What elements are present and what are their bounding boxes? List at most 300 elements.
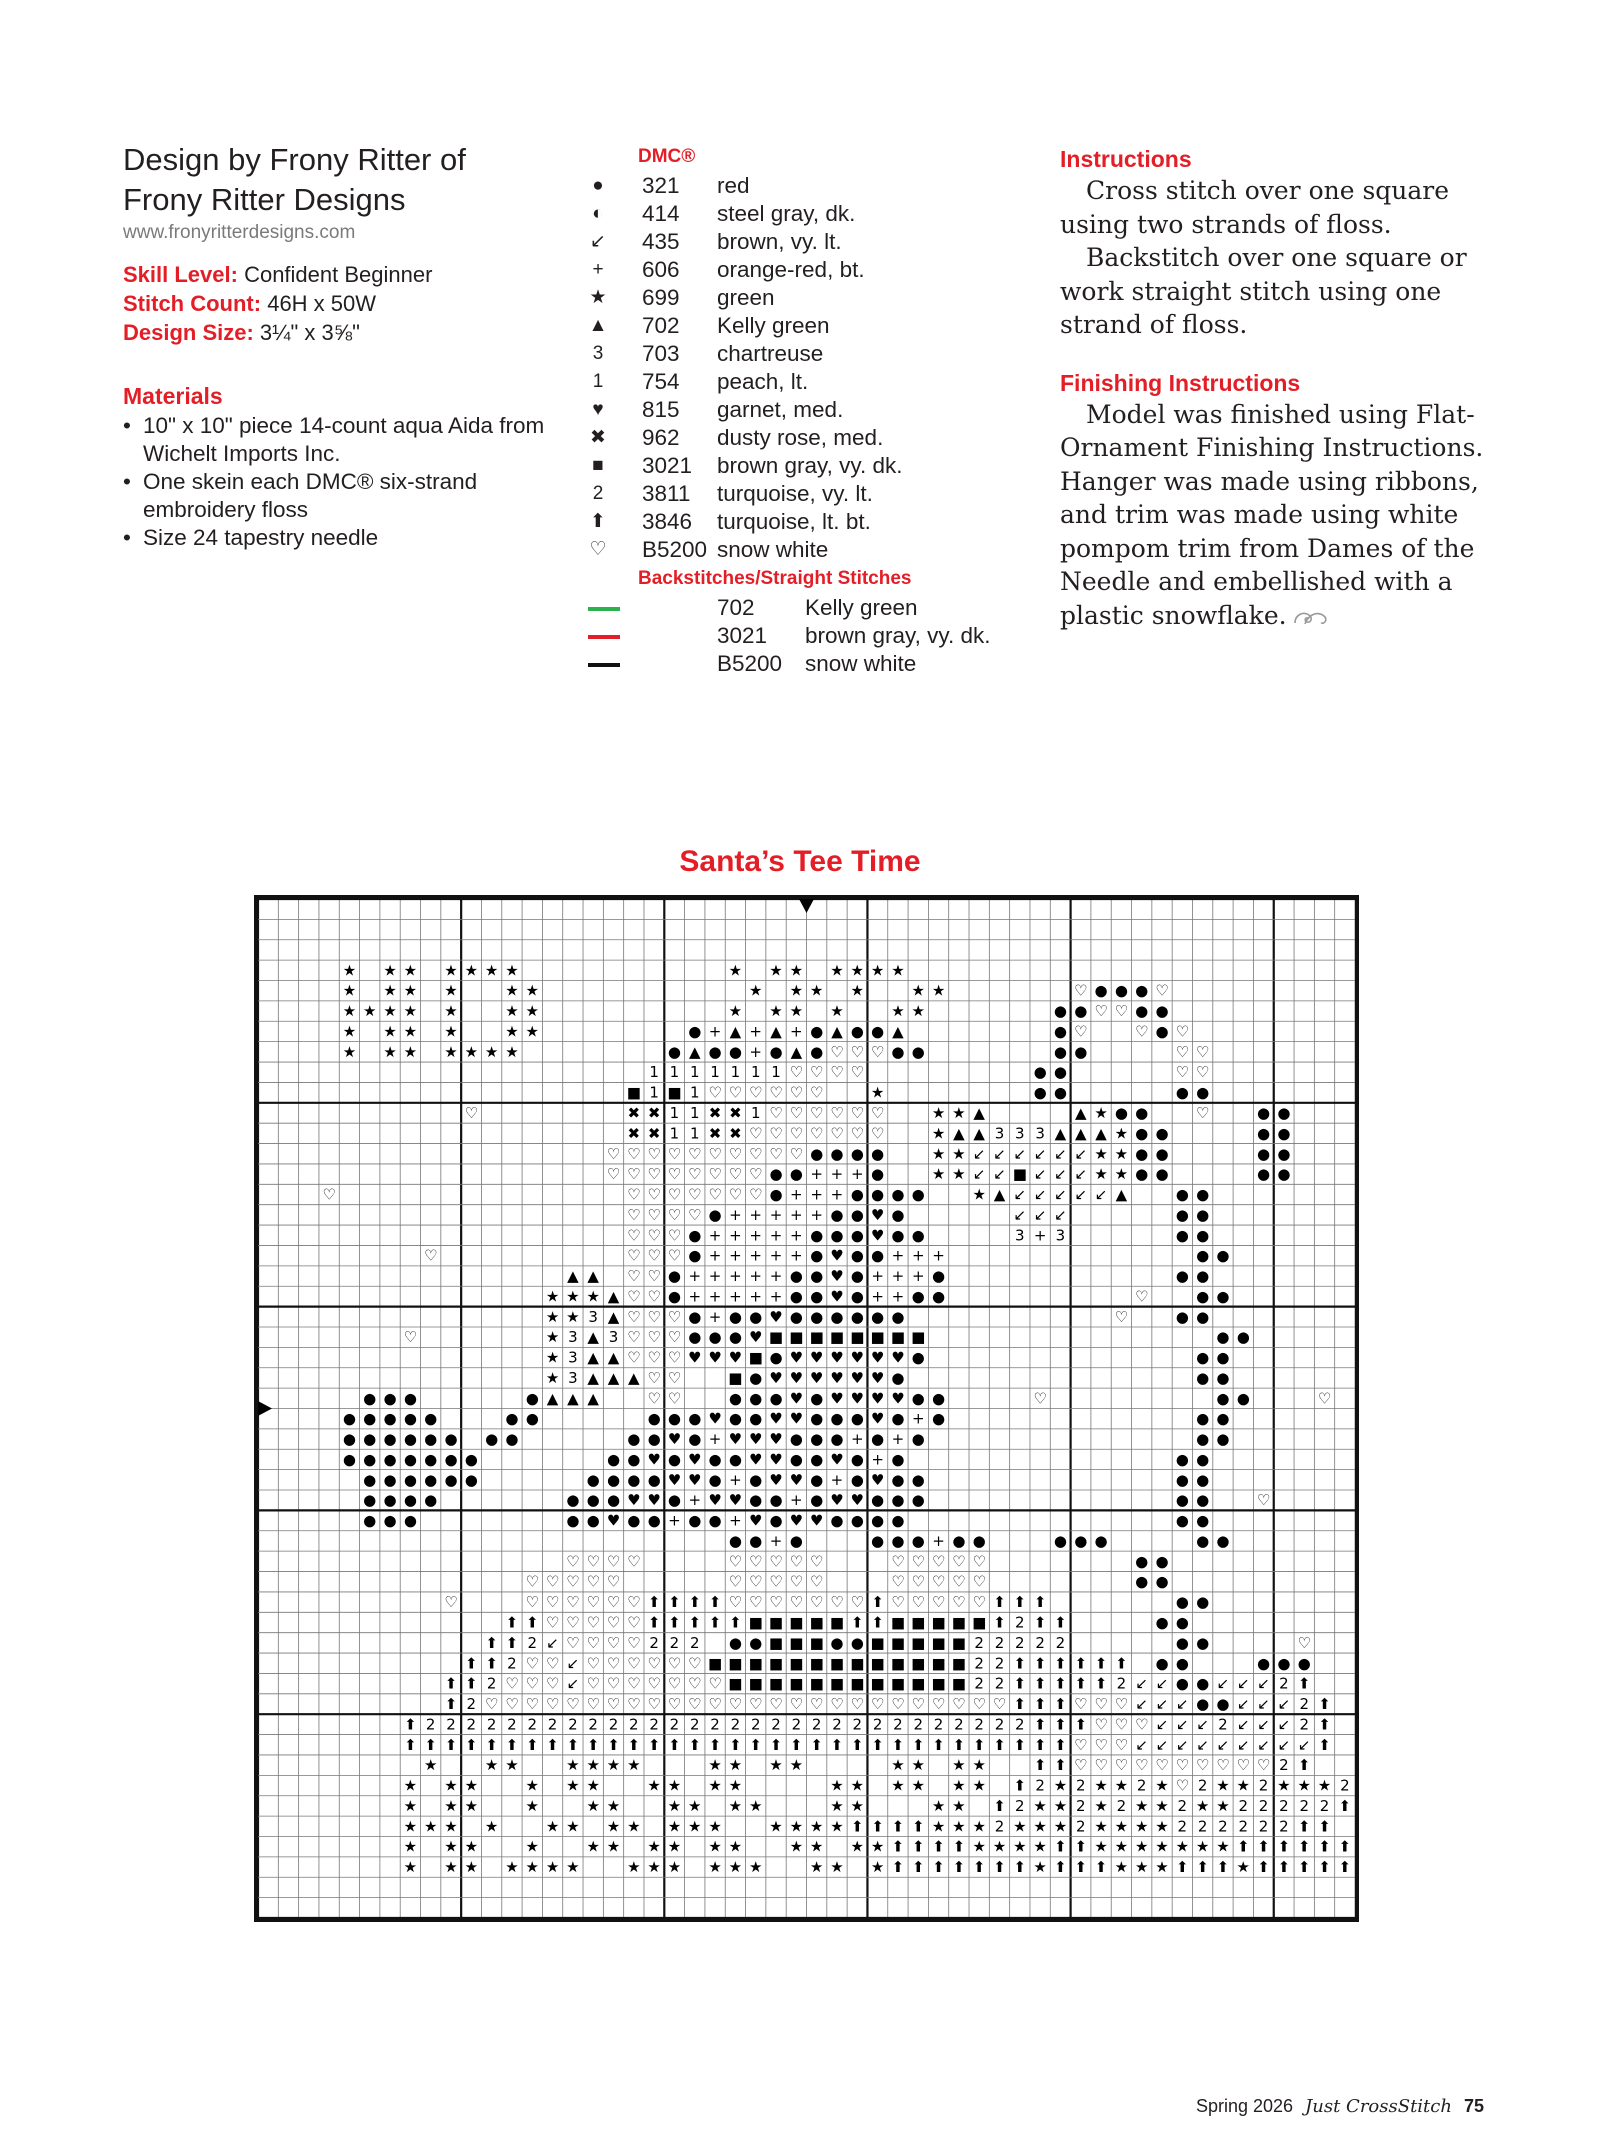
stitch-symbol: ♥ bbox=[769, 1430, 783, 1449]
stitch-symbol: ● bbox=[667, 1042, 682, 1061]
stitch-symbol: ♡ bbox=[627, 1593, 641, 1612]
stitch-symbol: + bbox=[810, 1165, 823, 1184]
stitch-symbol: ▲ bbox=[1095, 1124, 1107, 1143]
stitch-symbol: ● bbox=[1175, 1511, 1189, 1530]
stitch-symbol: ● bbox=[403, 1470, 417, 1489]
key-floss-number: 703 bbox=[642, 341, 680, 366]
stitch-symbol: ● bbox=[688, 1226, 702, 1245]
stitch-symbol: ♡ bbox=[525, 1695, 539, 1714]
stitch-symbol: ★ bbox=[830, 1796, 844, 1815]
key-row bbox=[580, 256, 1050, 284]
stitch-symbol: ● bbox=[363, 1470, 377, 1489]
stitch-symbol: ★ bbox=[444, 1837, 458, 1856]
stitch-symbol: ● bbox=[810, 1042, 824, 1061]
stitch-symbol: ♥ bbox=[789, 1470, 804, 1489]
stitch-symbol: ♥ bbox=[728, 1348, 743, 1367]
stitch-symbol: ★ bbox=[1053, 1796, 1068, 1815]
stitch-symbol: 2 bbox=[1116, 1796, 1127, 1815]
stitch-symbol: ♡ bbox=[830, 1063, 844, 1082]
stitch-symbol: ● bbox=[1175, 1226, 1189, 1245]
stitch-symbol: ★ bbox=[464, 1796, 479, 1815]
stitch-symbol: + bbox=[769, 1226, 783, 1245]
stitch-symbol: ♥ bbox=[769, 1368, 783, 1387]
stitch-symbol: ● bbox=[667, 1450, 682, 1469]
stitch-symbol: 2 bbox=[913, 1715, 924, 1734]
stitch-symbol: ♥ bbox=[830, 1368, 844, 1387]
stitch-symbol: 2 bbox=[1258, 1796, 1269, 1815]
stitch-symbol: ● bbox=[1196, 1083, 1210, 1102]
stitch-symbol: 2 bbox=[608, 1715, 619, 1734]
stitch-symbol: ★ bbox=[423, 1817, 438, 1836]
stitch-symbol: + bbox=[749, 1226, 763, 1245]
stitch-symbol: ★ bbox=[1216, 1776, 1230, 1795]
key-symbol: 1 bbox=[592, 371, 604, 392]
stitch-symbol: ♡ bbox=[789, 1063, 804, 1082]
stitch-symbol: + bbox=[932, 1531, 945, 1550]
stitch-symbol: ⬆ bbox=[993, 1796, 1006, 1815]
stitch-symbol: ● bbox=[688, 1511, 702, 1530]
stitch-symbol: ■ bbox=[1012, 1165, 1027, 1184]
stitch-symbol: ♥ bbox=[748, 1430, 763, 1449]
stitch-symbol: ⬆ bbox=[1257, 1858, 1270, 1877]
stitch-symbol: ● bbox=[1074, 1531, 1088, 1550]
stitch-symbol: ★ bbox=[545, 1817, 560, 1836]
stitch-symbol: ↙ bbox=[1033, 1144, 1047, 1163]
stitch-symbol: + bbox=[769, 1205, 783, 1224]
stitch-symbol: ♡ bbox=[1094, 1735, 1108, 1754]
stitch-symbol: ♡ bbox=[647, 1205, 661, 1224]
stitch-symbol: ★ bbox=[708, 1858, 722, 1877]
stitch-symbol: 2 bbox=[527, 1633, 538, 1652]
stitch-symbol: ★ bbox=[850, 961, 865, 980]
page-number: 75 bbox=[1463, 2096, 1484, 2116]
stitch-symbol: ● bbox=[708, 1450, 722, 1469]
stitch-symbol: ♡ bbox=[809, 1593, 824, 1612]
stitch-symbol: ★ bbox=[566, 1307, 580, 1326]
stitch-symbol: ★ bbox=[789, 961, 804, 980]
stitch-symbol: 2 bbox=[1218, 1715, 1228, 1734]
stitch-symbol: 2 bbox=[872, 1715, 883, 1734]
stitch-symbol: ♡ bbox=[586, 1695, 600, 1714]
stitch-symbol: + bbox=[708, 1246, 722, 1265]
stitch-symbol: ♡ bbox=[789, 1593, 804, 1612]
stitch-symbol: + bbox=[891, 1267, 905, 1286]
materials-heading: Materials bbox=[123, 383, 223, 409]
stitch-symbol: ● bbox=[1155, 1613, 1169, 1632]
stitch-symbol: ⬆ bbox=[729, 1613, 742, 1632]
stitch-symbol: ♡ bbox=[606, 1654, 621, 1673]
stitch-symbol: ▲ bbox=[1074, 1124, 1087, 1143]
stitch-symbol: ⬆ bbox=[1094, 1858, 1108, 1877]
stitch-symbol: 2 bbox=[974, 1633, 984, 1652]
stitch-symbol: ▲ bbox=[1054, 1124, 1067, 1143]
stitch-symbol: ★ bbox=[423, 1756, 438, 1775]
stitch-symbol: 2 bbox=[527, 1715, 538, 1734]
stitch-symbol: ⬆ bbox=[850, 1817, 864, 1836]
stitch-symbol: ♥ bbox=[606, 1511, 621, 1530]
stitch-symbol: ♥ bbox=[647, 1491, 661, 1510]
stitch-symbol: ★ bbox=[1033, 1837, 1047, 1856]
stitch-symbol: 2 bbox=[547, 1715, 558, 1734]
stitch-symbol: ↙ bbox=[1277, 1735, 1291, 1754]
stitch-symbol: ● bbox=[1216, 1409, 1230, 1428]
stitch-symbol: ⬆ bbox=[1074, 1837, 1088, 1856]
stitch-symbol: ● bbox=[383, 1470, 397, 1489]
stitch-symbol: ▲ bbox=[892, 1022, 904, 1041]
stitch-symbol: ♡ bbox=[809, 1552, 824, 1571]
stitch-symbol: ★ bbox=[1114, 1124, 1129, 1143]
stitch-symbol: ● bbox=[728, 1633, 742, 1652]
stitch-symbol: ● bbox=[1196, 1185, 1210, 1204]
stitch-symbol: ★ bbox=[627, 1858, 641, 1877]
stitch-symbol: ★ bbox=[728, 1858, 743, 1877]
stitch-symbol: ● bbox=[1196, 1430, 1210, 1449]
stitch-symbol: ★ bbox=[708, 1756, 722, 1775]
stitch-symbol: 2 bbox=[1035, 1776, 1045, 1795]
stitch-symbol: ♡ bbox=[525, 1593, 539, 1612]
stitch-symbol: 2 bbox=[507, 1654, 517, 1673]
stitch-symbol: ● bbox=[810, 1144, 824, 1163]
stitch-symbol: 2 bbox=[1177, 1796, 1188, 1815]
stitch-symbol: ● bbox=[505, 1430, 519, 1449]
stitch-symbol: ↙ bbox=[972, 1144, 986, 1163]
stitch-symbol: ● bbox=[708, 1511, 722, 1530]
stitch-symbol: ▲ bbox=[688, 1042, 701, 1061]
stitch-symbol: 1 bbox=[689, 1083, 700, 1102]
stitch-symbol: ● bbox=[1135, 1552, 1149, 1571]
stitch-symbol: ⬆ bbox=[952, 1735, 966, 1754]
stitch-symbol: 2 bbox=[425, 1715, 436, 1734]
stitch-symbol: ♡ bbox=[586, 1593, 600, 1612]
stitch-symbol: ♡ bbox=[505, 1695, 519, 1714]
stitch-symbol: 2 bbox=[852, 1715, 863, 1734]
stitch-symbol: ♡ bbox=[1175, 1776, 1190, 1795]
stitch-symbol: 3 bbox=[1055, 1226, 1066, 1245]
stitch-symbol: ♡ bbox=[647, 1165, 661, 1184]
stitch-symbol: ● bbox=[1277, 1124, 1291, 1143]
stitch-symbol: ● bbox=[1135, 1103, 1149, 1122]
stitch-symbol: ● bbox=[1053, 1002, 1067, 1021]
stitch-symbol: 2 bbox=[1279, 1817, 1289, 1836]
stitch-symbol: ● bbox=[424, 1409, 438, 1428]
stitch-symbol: ★ bbox=[830, 961, 844, 980]
stitch-symbol: ■ bbox=[768, 1633, 784, 1652]
stitch-symbol: ♡ bbox=[850, 1695, 865, 1714]
stitch-symbol: ● bbox=[1053, 1063, 1067, 1082]
stitch-symbol: ● bbox=[728, 1307, 742, 1326]
stitch-symbol: 2 bbox=[669, 1633, 680, 1652]
stitch-symbol: + bbox=[708, 1307, 722, 1326]
stitch-symbol: ♥ bbox=[688, 1470, 702, 1489]
stitch-symbol: ● bbox=[708, 1205, 722, 1224]
stitch-symbol: ♡ bbox=[789, 1552, 804, 1571]
stitch-symbol: ♡ bbox=[688, 1144, 702, 1163]
stitch-symbol: ♡ bbox=[1114, 1695, 1129, 1714]
stitch-symbol: 2 bbox=[974, 1715, 984, 1734]
stitch-symbol: ♥ bbox=[809, 1348, 824, 1367]
stitch-symbol: ♥ bbox=[769, 1450, 783, 1469]
stitch-symbol: ♥ bbox=[688, 1450, 702, 1469]
stitch-symbol: ♡ bbox=[809, 1063, 824, 1082]
stitch-symbol: ● bbox=[627, 1450, 641, 1469]
key-floss-number: 699 bbox=[642, 285, 680, 310]
stitch-symbol: ★ bbox=[647, 1837, 661, 1856]
stitch-symbol: ★ bbox=[748, 1858, 763, 1877]
stitch-symbol: ★ bbox=[484, 1817, 499, 1836]
stitch-symbol: ● bbox=[708, 1328, 722, 1347]
stitch-symbol: ● bbox=[769, 1165, 783, 1184]
key-symbol: ▲ bbox=[588, 315, 608, 336]
stitch-symbol: ● bbox=[891, 1368, 905, 1387]
stitch-symbol: ★ bbox=[708, 1817, 722, 1836]
stitch-symbol: ♡ bbox=[667, 1348, 682, 1367]
stitch-symbol: ♥ bbox=[789, 1348, 804, 1367]
stitch-symbol: ■ bbox=[728, 1674, 743, 1693]
stitch-symbol: ♡ bbox=[1114, 1735, 1129, 1754]
stitch-symbol: ⬆ bbox=[749, 1735, 763, 1754]
stitch-symbol: ● bbox=[871, 1022, 885, 1041]
stitch-symbol: + bbox=[871, 1450, 884, 1469]
stitch-symbol: ♡ bbox=[870, 1695, 885, 1714]
stitch-symbol: ♡ bbox=[586, 1654, 600, 1673]
stitch-symbol: ● bbox=[647, 1430, 661, 1449]
stitch-symbol: ↙ bbox=[1135, 1695, 1148, 1714]
stitch-symbol: ★ bbox=[1317, 1776, 1332, 1795]
stitch-symbol: ● bbox=[606, 1470, 621, 1489]
stitch-symbol: ★ bbox=[931, 1103, 946, 1122]
stitch-symbol: ★ bbox=[911, 1002, 925, 1021]
stitch-symbol: ⬆ bbox=[1318, 1695, 1331, 1714]
stitch-symbol: ● bbox=[1257, 1144, 1271, 1163]
stitch-symbol: ★ bbox=[505, 1042, 519, 1061]
stitch-symbol: 2 bbox=[1116, 1674, 1127, 1693]
stitch-symbol: 2 bbox=[750, 1715, 761, 1734]
stitch-symbol: ● bbox=[1175, 1205, 1189, 1224]
stitch-symbol: ● bbox=[1196, 1593, 1210, 1612]
stitch-symbol: ★ bbox=[1114, 1165, 1129, 1184]
stitch-symbol: 2 bbox=[1197, 1817, 1208, 1836]
designer-block bbox=[123, 140, 563, 552]
stitch-symbol: ♥ bbox=[647, 1450, 661, 1469]
key-row bbox=[580, 396, 1050, 424]
stitch-symbol: ♡ bbox=[1134, 1715, 1149, 1734]
stitch-symbol: ★ bbox=[789, 1002, 804, 1021]
stitch-symbol: ⬆ bbox=[505, 1633, 519, 1652]
stitch-symbol: ⬆ bbox=[444, 1695, 458, 1714]
stitch-symbol: ♥ bbox=[850, 1368, 865, 1387]
stitch-symbol: ♥ bbox=[830, 1348, 844, 1367]
stitch-symbol: ▲ bbox=[831, 1022, 843, 1041]
stitch-symbol: ♥ bbox=[850, 1491, 865, 1510]
stitch-symbol: ♥ bbox=[667, 1430, 682, 1449]
stitch-symbol: ♥ bbox=[809, 1511, 824, 1530]
stitch-symbol: ★ bbox=[667, 1837, 682, 1856]
stitch-symbol: ★ bbox=[1114, 1817, 1129, 1836]
stitch-symbol: ● bbox=[749, 1368, 763, 1387]
stitch-symbol: ♡ bbox=[748, 1165, 763, 1184]
stitch-symbol: ♡ bbox=[545, 1572, 560, 1591]
stitch-symbol: ★ bbox=[728, 1002, 743, 1021]
stitch-symbol: ⬆ bbox=[891, 1858, 905, 1877]
stitch-symbol: ● bbox=[1196, 1409, 1210, 1428]
stitch-symbol: ★ bbox=[464, 1776, 479, 1795]
stitch-symbol: ⬆ bbox=[1013, 1858, 1027, 1877]
designer-website[interactable]: www.fronyritterdesigns.com bbox=[123, 222, 356, 243]
stitch-symbol: + bbox=[688, 1491, 702, 1510]
stitch-symbol: ● bbox=[891, 1042, 905, 1061]
stitch-symbol: ↙ bbox=[1054, 1205, 1067, 1224]
stitch-symbol: ⬆ bbox=[1054, 1654, 1067, 1673]
stitch-symbol: ● bbox=[850, 1022, 864, 1041]
designer-line-1: Design by Frony Ritter of bbox=[123, 142, 466, 177]
stitch-symbol: ⬆ bbox=[850, 1613, 864, 1632]
stitch-symbol: 2 bbox=[466, 1695, 477, 1714]
stitch-symbol: ● bbox=[871, 1246, 885, 1265]
stitch-symbol: ♡ bbox=[931, 1593, 946, 1612]
stitch-symbol: ✖ bbox=[708, 1124, 722, 1143]
stitch-symbol: ■ bbox=[728, 1654, 743, 1673]
stitch-symbol: ♡ bbox=[870, 1042, 885, 1061]
stitch-symbol: ● bbox=[810, 1226, 824, 1245]
stitch-symbol: ★ bbox=[342, 1002, 357, 1021]
stitch-symbol: ★ bbox=[1033, 1796, 1047, 1815]
stitch-symbol: ● bbox=[1196, 1287, 1210, 1306]
stitch-symbol: ⬆ bbox=[647, 1613, 661, 1632]
stitch-symbol: ▲ bbox=[993, 1185, 1006, 1204]
stitch-symbol: ♥ bbox=[708, 1409, 722, 1428]
stitch-symbol: ● bbox=[810, 1389, 824, 1408]
stitch-symbol: ■ bbox=[951, 1633, 966, 1652]
stitch-symbol: ● bbox=[789, 1531, 803, 1550]
stitch-symbol: ● bbox=[1053, 1022, 1067, 1041]
stitch-symbol: ★ bbox=[830, 1776, 844, 1795]
stitch-symbol: ● bbox=[789, 1450, 803, 1469]
stitch-symbol: ♡ bbox=[952, 1572, 966, 1591]
stitch-symbol: ♡ bbox=[667, 1368, 682, 1387]
stitch-symbol: ★ bbox=[464, 1837, 479, 1856]
stitch-symbol: ♡ bbox=[789, 1695, 804, 1714]
stitch-symbol: ★ bbox=[586, 1756, 600, 1775]
stitch-symbol: ♡ bbox=[647, 1267, 661, 1286]
stitch-symbol: + bbox=[790, 1246, 803, 1265]
stitch-symbol: ● bbox=[1175, 1267, 1189, 1286]
stitch-symbol: ■ bbox=[829, 1328, 845, 1347]
stitch-symbol: ★ bbox=[586, 1287, 600, 1306]
stitch-symbol: ♥ bbox=[830, 1491, 844, 1510]
stitch-symbol: ⬆ bbox=[404, 1715, 417, 1734]
stitch-symbol: ■ bbox=[951, 1613, 966, 1632]
stitch-symbol: ★ bbox=[403, 1837, 418, 1856]
stitch-symbol: ★ bbox=[464, 1858, 479, 1877]
stitch-symbol: ♡ bbox=[647, 1654, 661, 1673]
stitch-symbol: ★ bbox=[728, 1756, 743, 1775]
stitch-symbol: ★ bbox=[931, 1124, 946, 1143]
stitch-symbol: ⬆ bbox=[688, 1735, 702, 1754]
stitch-symbol: 2 bbox=[1218, 1817, 1228, 1836]
stitch-symbol: 3 bbox=[608, 1328, 619, 1347]
key-color-name: snow white bbox=[717, 537, 829, 562]
stitch-symbol: + bbox=[729, 1246, 742, 1265]
stitch-symbol: ● bbox=[1196, 1470, 1210, 1489]
stitch-symbol: ♡ bbox=[667, 1328, 682, 1347]
stitch-symbol: ■ bbox=[951, 1674, 966, 1693]
key-row bbox=[580, 284, 1050, 312]
stitch-symbol: ♡ bbox=[1074, 1756, 1088, 1775]
stitch-symbol: ⬆ bbox=[1094, 1674, 1108, 1693]
stitch-symbol: ♡ bbox=[748, 1144, 763, 1163]
stitch-symbol: ● bbox=[830, 1511, 844, 1530]
stitch-symbol: ♡ bbox=[952, 1695, 966, 1714]
stitch-symbol: ★ bbox=[830, 1858, 844, 1877]
key-color-name: steel gray, dk. bbox=[717, 201, 856, 226]
stitch-symbol: ● bbox=[911, 1491, 925, 1510]
stitch-symbol: ● bbox=[485, 1430, 499, 1449]
stitch-symbol: 2 bbox=[1279, 1756, 1289, 1775]
stitch-symbol: ♥ bbox=[830, 1450, 844, 1469]
stitch-symbol: + bbox=[810, 1205, 823, 1224]
stitch-symbol: ★ bbox=[850, 1837, 865, 1856]
stitch-symbol: ♡ bbox=[1114, 1002, 1129, 1021]
stitch-symbol: + bbox=[729, 1226, 742, 1245]
stitch-symbol: ★ bbox=[911, 1756, 925, 1775]
stitch-symbol: ⬆ bbox=[525, 1613, 539, 1632]
stitch-symbol: ● bbox=[1155, 1144, 1169, 1163]
stitch-symbol: ● bbox=[1236, 1328, 1250, 1347]
key-color-name: red bbox=[717, 173, 750, 198]
key-color-name: brown, vy. lt. bbox=[717, 229, 842, 254]
stitch-symbol: ♡ bbox=[748, 1124, 763, 1143]
stitch-symbol: ★ bbox=[931, 1817, 946, 1836]
stitch-symbol: + bbox=[708, 1022, 722, 1041]
stitch-symbol: ★ bbox=[1114, 1144, 1129, 1163]
stitch-symbol: + bbox=[749, 1246, 763, 1265]
stitch-symbol: ● bbox=[952, 1531, 966, 1550]
stitch-symbol: ⬆ bbox=[1074, 1715, 1088, 1734]
stitch-symbol: 2 bbox=[811, 1715, 822, 1734]
stitch-symbol: ★ bbox=[505, 1022, 519, 1041]
stitch-symbol: ⬆ bbox=[1297, 1756, 1311, 1775]
stitch-symbol: ● bbox=[1155, 1165, 1169, 1184]
stitch-symbol: ♥ bbox=[809, 1368, 824, 1387]
materials-item: • Size 24 tapestry needle bbox=[123, 524, 563, 552]
stitch-symbol: ↙ bbox=[972, 1165, 986, 1184]
stitch-symbol: ■ bbox=[931, 1613, 946, 1632]
stitch-symbol: ⬆ bbox=[1074, 1674, 1088, 1693]
stitch-symbol: ● bbox=[789, 1287, 803, 1306]
finishing-heading: Finishing Instructions bbox=[1060, 369, 1301, 396]
stitch-symbol: ★ bbox=[403, 961, 418, 980]
stitch-symbol: ⬆ bbox=[607, 1735, 620, 1754]
stitch-symbol: ■ bbox=[931, 1633, 946, 1652]
key-row bbox=[580, 312, 1050, 340]
stitch-symbol: ♥ bbox=[830, 1246, 844, 1265]
stitch-symbol: ★ bbox=[525, 1776, 539, 1795]
key-symbol: ♡ bbox=[589, 539, 607, 560]
stitch-symbol: ⬆ bbox=[932, 1858, 945, 1877]
stitch-symbol: + bbox=[911, 1409, 925, 1428]
stitch-symbol: ■ bbox=[931, 1654, 946, 1673]
stitch-symbol: ⬆ bbox=[1277, 1837, 1291, 1856]
stitch-symbol: ● bbox=[810, 1470, 824, 1489]
stitch-symbol: ● bbox=[464, 1470, 478, 1489]
stitch-symbol: ♡ bbox=[1094, 1695, 1108, 1714]
stitch-symbol: ● bbox=[749, 1491, 763, 1510]
stitch-symbol: 2 bbox=[771, 1715, 781, 1734]
key-color-name: Kelly green bbox=[717, 313, 830, 338]
stitch-symbol: ♡ bbox=[748, 1185, 763, 1204]
key-floss-number: 606 bbox=[642, 257, 680, 282]
stitch-symbol: ↙ bbox=[1277, 1715, 1291, 1734]
